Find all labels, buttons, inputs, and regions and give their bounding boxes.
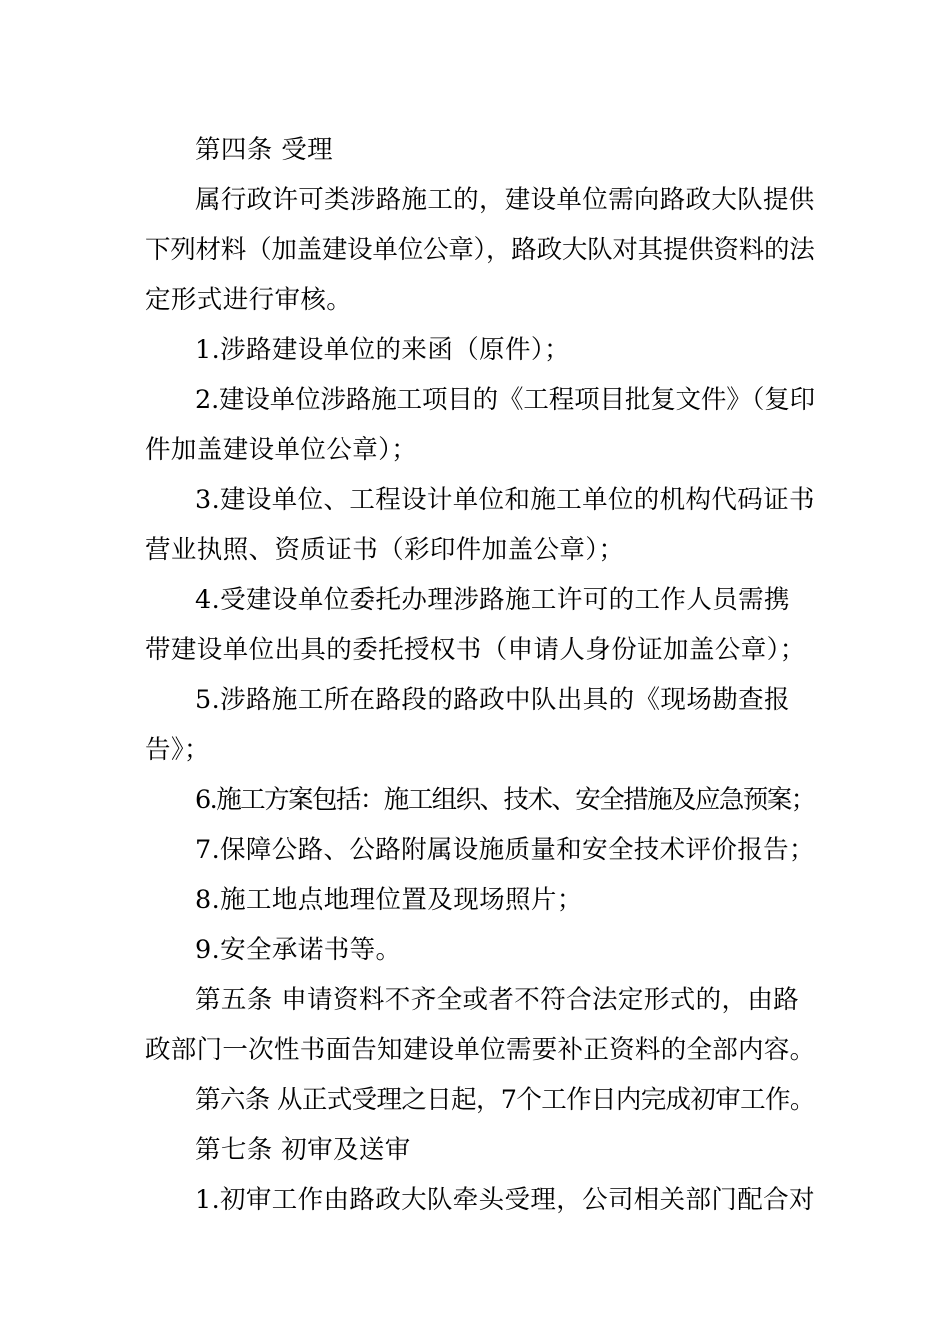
list-item-4: 4.受建设单位委托办理涉路施工许可的工作人员需携: [195, 585, 790, 615]
article-5: 第五条 申请资料不齐全或者不符合法定形式的，由路: [195, 985, 800, 1015]
list-item-4-cont: 带建设单位出具的委托授权书（申请人身份证加盖公章）；: [145, 635, 806, 665]
list-item-1: 1.涉路建设单位的来函（原件）；: [195, 335, 570, 365]
paragraph-line: 定形式进行审核。: [145, 285, 353, 315]
list-item-5: 5.涉路施工所在路段的路政中队出具的《现场勘查报: [195, 685, 790, 715]
article-5-cont: 政部门一次性书面告知建设单位需要补正资料的全部内容。: [145, 1035, 816, 1065]
article-7-heading: 第七条 初审及送审: [195, 1135, 411, 1165]
paragraph-line: 下列材料（加盖建设单位公章），路政大队对其提供资料的法: [145, 235, 815, 265]
list-item-9: 9.安全承诺书等。: [195, 935, 402, 965]
list-item-7: 7.保障公路、公路附属设施质量和安全技术评价报告；: [195, 835, 815, 865]
article-4-heading: 第四条 受理: [195, 135, 334, 165]
list-item-3: 3.建设单位、工程设计单位和施工单位的机构代码证书: [195, 485, 815, 515]
list-item-3-cont: 营业执照、资质证书（彩印件加盖公章）；: [145, 535, 625, 565]
article-7-item-1: 1.初审工作由路政大队牵头受理，公司相关部门配合对: [195, 1185, 815, 1215]
list-item-8: 8.施工地点地理位置及现场照片；: [195, 885, 583, 915]
list-item-2-cont: 件加盖建设单位公章）；: [145, 435, 418, 465]
list-item-5-cont: 告》；: [145, 735, 210, 765]
paragraph-line: 属行政许可类涉路施工的，建设单位需向路政大队提供: [195, 185, 815, 215]
list-item-2: 2.建设单位涉路施工项目的《工程项目批复文件》（复印: [195, 385, 815, 415]
list-item-6: 6.施工方案包括：施工组织、技术、安全措施及应急预案；: [195, 785, 815, 815]
article-6: 第六条 从正式受理之日起，7个工作日内完成初审工作。: [195, 1085, 815, 1115]
